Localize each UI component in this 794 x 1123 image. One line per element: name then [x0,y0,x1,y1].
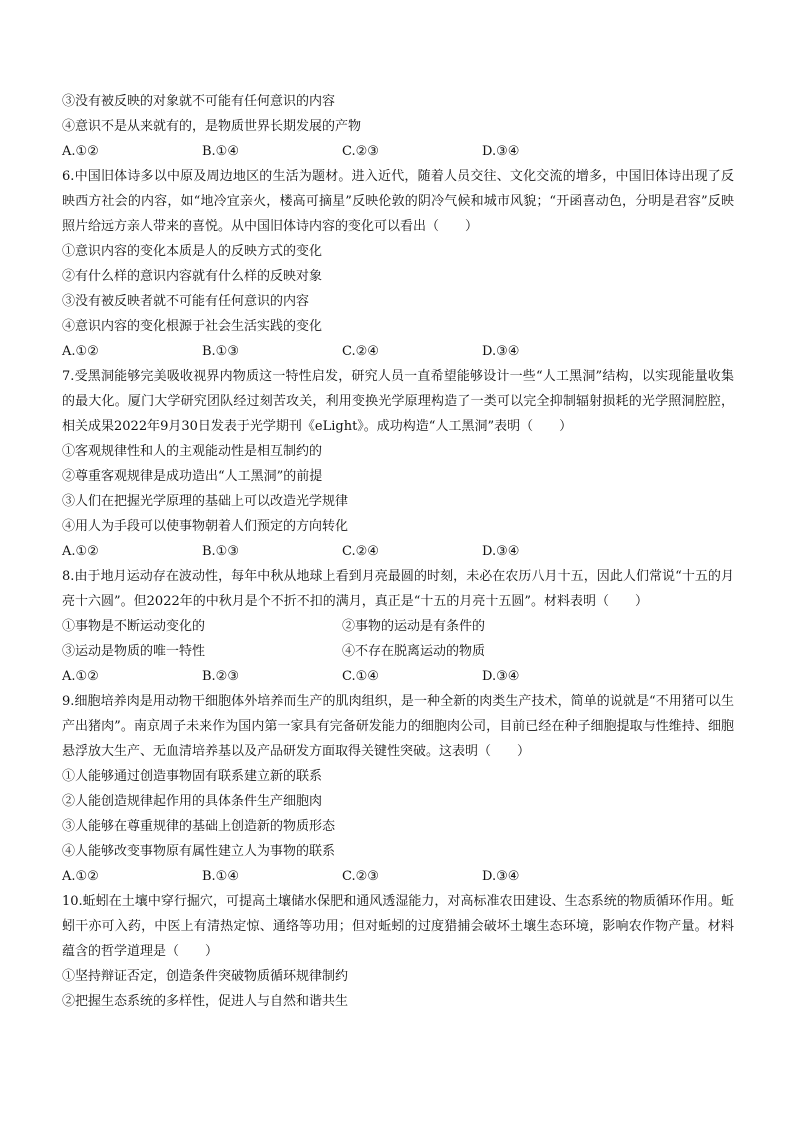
q6-item-2: ②有什么样的意识内容就有什么样的反映对象 [62,269,323,284]
q8-option-c: C.①④ [342,669,379,684]
q8-items-row-2 [62,639,734,664]
q9-options [62,864,734,889]
q8-options [62,664,734,689]
q6-option-c: C.②④ [342,344,379,359]
q8-item-4: ④不存在脱离运动的物质 [342,644,486,659]
q6-item-1: ①意识内容的变化本质是人的反映方式的变化 [62,244,323,259]
q7-stem: 7.受黑洞能够完美吸收视界内物质这一特性启发，研究人员一直希望能够设计一些“人工黑洞”结构，以实现能量收集的最大化。厦门大学研究团队经过刻苦攻关，利用变换光学原理构造了一类可以完全抑制辐射损耗的光学照洞腔腔，相关成果2022年9月30日发表于光学期刊《eLight》。成功构造“人工黑洞”表明（ ） [62,369,734,434]
q7-item-2: ②尊重客观规律是成功造出“人工黑洞”的前提 [62,469,323,484]
q5-option-d: D.③④ [482,144,520,159]
q6-options [62,339,734,364]
q9-item-1: ①人能够通过创造事物固有联系建立新的联系 [62,769,323,784]
q7-option-a: A.①② [62,544,99,559]
q9-item-2: ②人能创造规律起作用的具体条件生产细胞肉 [62,794,323,809]
q7-item-3: ③人们在把握光学原理的基础上可以改造光学规律 [62,494,349,509]
q9-option-c: C.②③ [342,869,379,884]
q7-item-1: ①客观规律性和人的主观能动性是相互制约的 [62,444,323,459]
question-6 [62,164,734,364]
q10-item-1: ①坚持辩证否定，创造条件突破物质循环规律制约 [62,969,349,984]
q6-option-b: B.①③ [202,344,239,359]
q5-item-4: ④意识不是从来就有的，是物质世界长期发展的产物 [62,119,362,134]
q6-item-4: ④意识内容的变化根源于社会生活实践的变化 [62,319,323,334]
q6-option-a: A.①② [62,344,99,359]
q5-option-b: B.①④ [202,144,239,159]
q5-item-3: ③没有被反映的对象就不可能有任何意识的内容 [62,94,336,109]
q8-option-b: B.②③ [202,669,239,684]
q5-options [62,139,734,164]
q6-option-d: D.③④ [482,344,520,359]
q9-option-a: A.①② [62,869,99,884]
question-8 [62,564,734,689]
q8-item-3: ③运动是物质的唯一特性 [62,644,206,659]
q6-item-3: ③没有被反映者就不可能有任何意识的内容 [62,294,310,309]
q9-option-b: B.①④ [202,869,239,884]
q7-options [62,539,734,564]
question-5 [62,89,734,164]
page-content [62,89,734,1014]
q10-item-2: ②把握生态系统的多样性，促进人与自然和谐共生 [62,994,349,1009]
question-7 [62,364,734,564]
q8-option-a: A.①② [62,669,99,684]
q5-option-a: A.①② [62,144,99,159]
q7-item-4: ④用人为手段可以使事物朝着人们预定的方向转化 [62,519,349,534]
q6-stem: 6.中国旧体诗多以中原及周边地区的生活为题材。进入近代，随着人员交往、文化交流的增多，中国旧体诗出现了反映西方社会的内容，如“地冷宜亲火，楼高可摘星”反映伦敦的阴冷气候和城市风貌；“开函喜动色，分明是君容”反映照片给远方亲人带来的喜悦。从中国旧体诗内容的变化可以看出（ ） [62,169,734,234]
q8-stem: 8.由于地月运动存在波动性，每年中秋从地球上看到月亮最圆的时刻，未必在农历八月十五，因此人们常说“十五的月亮十六圆”。但2022年的中秋月是个不折不扣的满月，真正是“十五的月亮十五圆”。材料表明（ ） [62,569,734,609]
q7-option-b: B.①③ [202,544,239,559]
q7-option-d: D.③④ [482,544,520,559]
q9-stem: 9.细胞培养肉是用动物干细胞体外培养而生产的肌肉组织，是一种全新的肉类生产技术，简单的说就是“不用猪可以生产出猪肉”。南京周子未来作为国内第一家具有完备研发能力的细胞肉公司，目前已经在种子细胞提取与性维持、细胞悬浮放大生产、无血清培养基以及产品研发方面取得关键性突破。这表明（ ） [62,694,734,759]
q8-item-2: ②事物的运动是有条件的 [342,619,486,634]
q8-item-1: ①事物是不断运动变化的 [62,619,206,634]
q9-item-4: ④人能够改变事物原有属性建立人为事物的联系 [62,844,336,859]
q9-item-3: ③人能够在尊重规律的基础上创造新的物质形态 [62,819,336,834]
q5-option-c: C.②③ [342,144,379,159]
q10-stem: 10.蚯蚓在土壤中穿行掘穴，可提高土壤储水保肥和通风透湿能力，对高标准农田建设、生态系统的物质循环作用。蚯蚓干亦可入药，中医上有清热定惊、通络等功用；但对蚯蚓的过度猎捕会破坏土壤生态环境，影响农作物产量。材料蕴含的哲学道理是（ ） [62,894,734,959]
question-9 [62,689,734,889]
q7-option-c: C.②④ [342,544,379,559]
q8-items-row-1 [62,614,734,639]
q9-option-d: D.③④ [482,869,520,884]
question-10 [62,889,734,1014]
q8-option-d: D.③④ [482,669,520,684]
